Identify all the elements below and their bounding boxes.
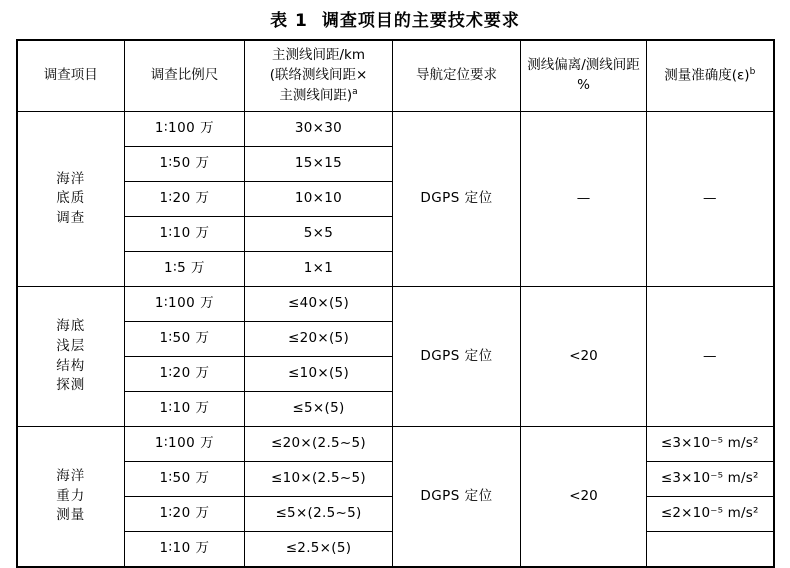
cell-spacing: 30×30 [245,112,393,147]
cell-navigation: DGPS 定位 [393,112,521,287]
cell-navigation: DGPS 定位 [393,427,521,568]
cell-scale: 1∶100 万 [125,427,245,462]
table-number: 表 1 [270,11,308,31]
cell-spacing: ≤40×(5) [245,287,393,322]
header-deviation-l1: 测线偏离/测线间距 [527,57,640,74]
cell-scale: 1∶5 万 [125,252,245,287]
cell-deviation: — [521,112,647,287]
table-title: 调查项目的主要技术要求 [321,11,520,31]
table-header [17,40,774,112]
header-line-spacing [245,40,393,112]
cell-spacing: 10×10 [245,182,393,217]
cell-scale: 1∶10 万 [125,217,245,252]
cell-accuracy: ≤2×10⁻⁵ m/s² [647,497,774,532]
table-row [17,112,774,147]
header-line-spacing-l1: 主测线间距/km [271,47,366,64]
cell-spacing: ≤5×(5) [245,392,393,427]
cell-accuracy: — [647,287,774,427]
cell-spacing: ≤20×(5) [245,322,393,357]
header-accuracy: 测量准确度$(\varepsilon)^b$ [647,40,774,112]
cell-spacing: 15×15 [245,147,393,182]
footnote-marker-b: b [749,66,756,77]
cell-deviation: <20 [521,427,647,568]
cell-navigation: DGPS 定位 [393,287,521,427]
header-deviation [521,40,647,112]
header-deviation-l2: % [577,77,590,93]
cell-accuracy [647,532,774,568]
cell-scale: 1∶50 万 [125,147,245,182]
cell-accuracy: ≤3×10⁻⁵ m/s² [647,462,774,497]
header-survey-item: 调查项目 [17,40,125,112]
cell-scale: 1∶10 万 [125,532,245,568]
cell-accuracy: ≤3×10⁻⁵ m/s² [647,427,774,462]
group-label-seabed-sediment: 海洋 底质 调查 [17,112,125,287]
group-label-marine-gravity: 海洋 重力 测量 [17,427,125,568]
cell-scale: 1∶20 万 [125,497,245,532]
cell-scale: 1∶100 万 [125,287,245,322]
header-line-spacing-l2: (联络测线间距× [269,66,368,83]
cell-scale: 1∶50 万 [125,462,245,497]
cell-scale: 1∶50 万 [125,322,245,357]
table-row [17,427,774,462]
cell-spacing: ≤10×(5) [245,357,393,392]
table-body [17,112,774,568]
table-row [17,287,774,322]
cell-spacing: ≤2.5×(5) [245,532,393,568]
header-line-spacing-l3: 主测线间距)$^a$ [279,86,358,104]
header-navigation: 导航定位要求 [393,40,521,112]
cell-spacing: 1×1 [245,252,393,287]
cell-scale: 1∶100 万 [125,112,245,147]
cell-scale: 1∶10 万 [125,392,245,427]
cell-accuracy: — [647,112,774,287]
footnote-marker-a: a [352,86,358,97]
table-caption [0,0,790,39]
header-survey-scale: 调查比例尺 [125,40,245,112]
cell-spacing: ≤20×(2.5~5) [245,427,393,462]
cell-spacing: ≤10×(2.5~5) [245,462,393,497]
cell-scale: 1∶20 万 [125,182,245,217]
cell-spacing: 5×5 [245,217,393,252]
group-label-subbottom-profiling: 海底 浅层 结构 探测 [17,287,125,427]
header-row [17,40,774,112]
cell-scale: 1∶20 万 [125,357,245,392]
cell-spacing: ≤5×(2.5~5) [245,497,393,532]
cell-deviation: <20 [521,287,647,427]
technical-requirements-table [16,39,775,568]
